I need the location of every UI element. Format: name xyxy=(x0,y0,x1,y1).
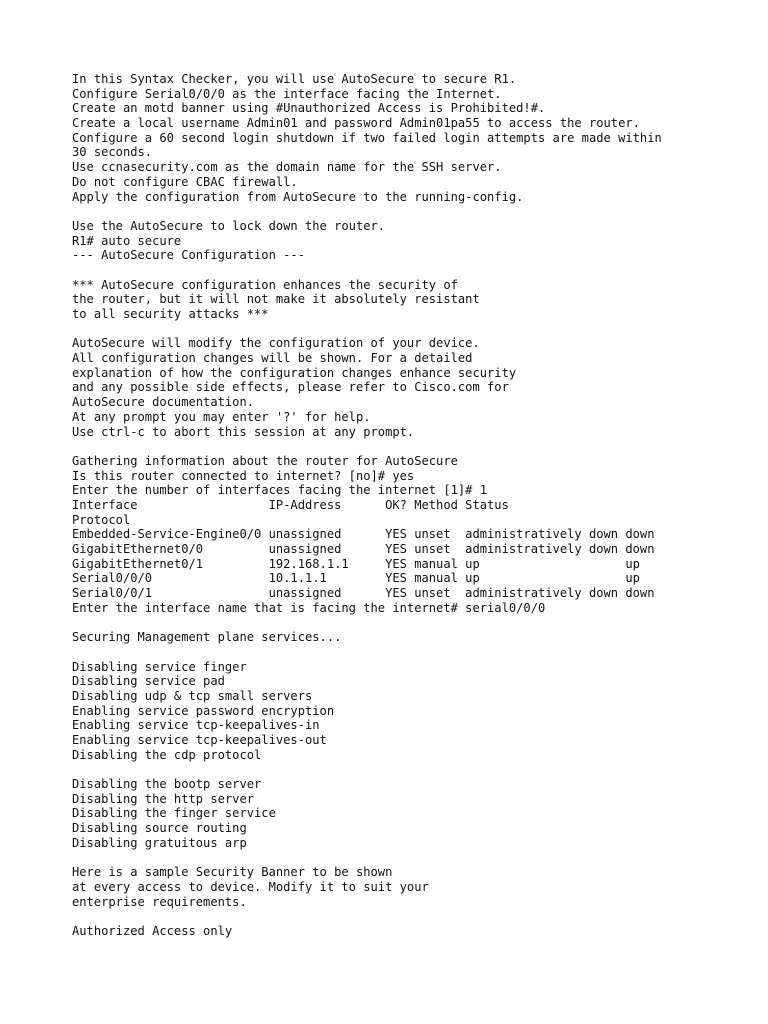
interface-table-row: GigabitEthernet0/1 192.168.1.1 YES manual up up xyxy=(72,556,640,571)
document-page xyxy=(72,72,762,939)
text-line: Apply the configuration from AutoSecure to the running-config. xyxy=(72,189,524,204)
interface-table-header: Protocol xyxy=(72,512,131,527)
text-line: enterprise requirements. xyxy=(72,894,247,909)
text-line: Securing Management plane services... xyxy=(72,630,342,645)
text-line: the router, but it will not make it absolutely resistant xyxy=(72,292,480,307)
text-line: at every access to device. Modify it to suit your xyxy=(72,879,429,894)
text-line: Disabling udp & tcp small servers xyxy=(72,688,313,703)
text-line: AutoSecure documentation. xyxy=(72,395,255,410)
text-line: Enter the interface name that is facing the internet# serial0/0/0 xyxy=(72,600,546,615)
text-line: At any prompt you may enter '?' for help. xyxy=(72,409,371,424)
text-line: 30 seconds. xyxy=(72,145,153,160)
text-line: Configure a 60 second login shutdown if two failed login attempts are made within xyxy=(72,130,662,145)
text-line: All configuration changes will be shown. For a detailed xyxy=(72,351,473,366)
text-line: Disabling the bootp server xyxy=(72,777,262,791)
text-line: Enabling service tcp-keepalives-out xyxy=(72,732,327,747)
text-line: Authorized Access only xyxy=(72,923,233,938)
blank-line xyxy=(72,645,762,660)
interface-table-row: GigabitEthernet0/0 unassigned YES unset administratively down down xyxy=(72,542,655,556)
text-line: --- AutoSecure Configuration --- xyxy=(72,248,305,263)
blank-line xyxy=(72,263,762,278)
text-line: Enter the number of interfaces facing the internet [1]# 1 xyxy=(72,483,488,498)
text-line: Configure Serial0/0/0 as the interface facing the Internet. xyxy=(72,86,502,101)
text-line: AutoSecure will modify the configuration of your device. xyxy=(72,336,480,351)
text-line: Disabling the http server xyxy=(72,791,255,806)
blank-line xyxy=(72,909,762,924)
text-line: *** AutoSecure configuration enhances the security of xyxy=(72,277,458,292)
text-line: Enabling service tcp-keepalives-in xyxy=(72,718,320,733)
text-line: Create a local username Admin01 and password Admin01pa55 to access the router. xyxy=(72,116,640,131)
blank-line xyxy=(72,762,762,777)
text-line: Here is a sample Security Banner to be shown xyxy=(72,865,393,880)
interface-table-row: Serial0/0/1 unassigned YES unset administratively down down xyxy=(72,586,655,601)
text-line: and any possible side effects, please refer to Cisco.com for xyxy=(72,380,509,395)
text-line: Gathering information about the router for AutoSecure xyxy=(72,453,458,468)
text-line: Disabling the cdp protocol xyxy=(72,747,262,762)
text-line: Disabling source routing xyxy=(72,821,247,836)
text-line: Create an motd banner using #Unauthorized Access is Prohibited!#. xyxy=(72,101,546,116)
text-line: explanation of how the configuration changes enhance security xyxy=(72,365,517,380)
blank-line xyxy=(72,322,762,337)
text-line: Do not configure CBAC firewall. xyxy=(72,174,298,189)
text-line: Use ctrl-c to abort this session at any prompt. xyxy=(72,424,415,439)
cli-prompt-line: R1# auto secure xyxy=(72,233,182,248)
blank-line xyxy=(72,204,762,219)
blank-line xyxy=(72,615,762,630)
text-line: Disabling service finger xyxy=(72,659,247,674)
text-line: In this Syntax Checker, you will use AutoSecure to secure R1. xyxy=(72,72,517,86)
text-line: Use the AutoSecure to lock down the router. xyxy=(72,218,386,233)
text-line: Use ccnasecurity.com as the domain name for the SSH server. xyxy=(72,160,502,175)
text-line: Is this router connected to internet? [no]# yes xyxy=(72,468,415,483)
text-line: Disabling the finger service xyxy=(72,806,276,821)
text-line: Disabling gratuitous arp xyxy=(72,835,247,850)
interface-table-row: Embedded-Service-Engine0/0 unassigned YES unset administratively down down xyxy=(72,527,655,542)
text-line: Enabling service password encryption xyxy=(72,703,335,718)
text-line: to all security attacks *** xyxy=(72,307,269,321)
blank-line xyxy=(72,850,762,865)
text-line: Disabling service pad xyxy=(72,674,225,689)
interface-table-row: Serial0/0/0 10.1.1.1 YES manual up up xyxy=(72,571,640,586)
blank-line xyxy=(72,439,762,454)
interface-table-header: Interface IP-Address OK? Method Status xyxy=(72,497,509,512)
